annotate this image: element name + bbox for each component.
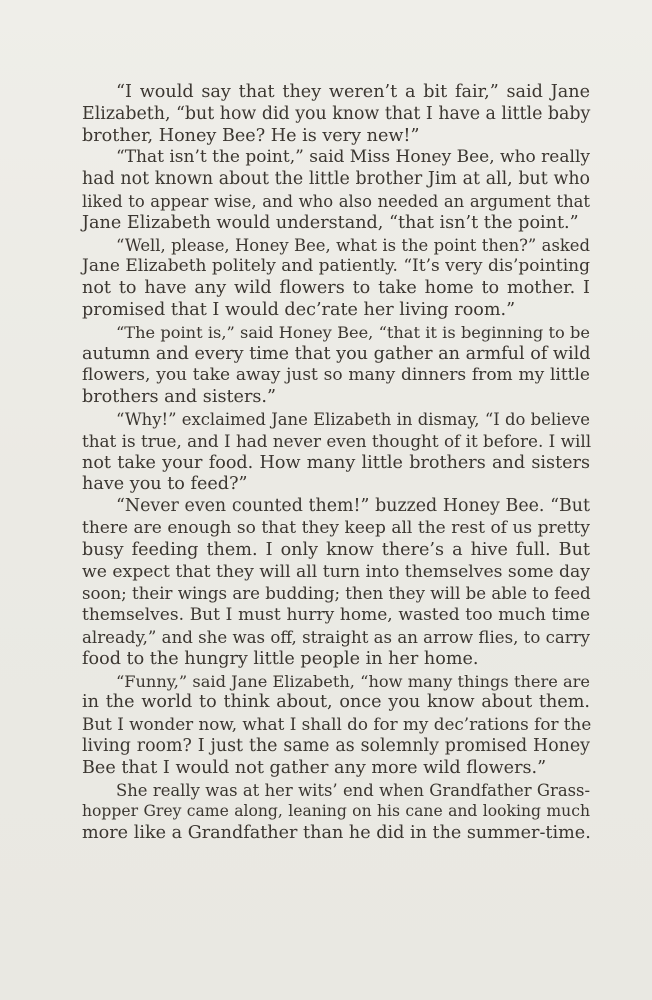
text-line: “Funny,” said Jane Elizabeth, “how many things there are [116,671,590,691]
page-text [82,82,590,845]
text-line: that is true, and I had never even thought of it before. I will [82,430,592,451]
text-line: not to have any wild flowers to take home to mother. I [82,278,590,299]
text-line: busy feeding them. I only know there’s a hive full. But [82,539,590,560]
text-line: had not known about the little brother Jim at all, but who [82,169,590,190]
text-line: But I wonder now, what I shall do for my dec’rations for the [82,714,592,735]
text-line: more like a Grandfather than he did in the summer-time. [82,823,591,844]
text-line: Bee that I would not gather any more wild flowers.” [82,757,547,778]
text-line: Jane Elizabeth politely and patiently. “It’s very dis’pointing [82,256,590,277]
text-line: we expect that they will all turn into themselves some day [82,561,590,582]
text-line: promised that I would dec’rate her living room.” [82,299,516,320]
text-line: “I would say that they weren’t a bit fair,” said Jane [116,82,590,102]
text-line: themselves. But I must hurry home, wasted too much time [82,605,590,626]
text-line: have you to feed?” [82,474,248,495]
text-line: “Why!” exclaimed Jane Elizabeth in dismay, “I do believe [116,409,590,429]
text-line: Elizabeth, “but how did you know that I have a little baby [82,103,591,124]
text-line: living room? I just the same as solemnly promised Honey [82,735,590,756]
text-line: “That isn’t the point,” said Miss Honey Bee, who really [116,147,590,168]
text-line: “The point is,” said Honey Bee, “that it is beginning to be [116,322,590,342]
text-line: Jane Elizabeth would understand, “that isn’t the point.” [82,212,579,233]
text-line: in the world to think about, once you know about them. [82,692,590,713]
text-line: liked to appear wise, and who also needed an argument that [82,191,590,211]
text-line: brothers and sisters.” [82,387,276,408]
text-line: soon; their wings are budding; then they will be able to feed [82,584,591,604]
text-line: “Never even counted them!” buzzed Honey Bee. “But [116,496,590,517]
text-line: already,” and she was off, straight as an arrow flies, to carry [82,627,591,647]
text-line: there are enough so that they keep all the rest of us pretty [82,517,590,538]
text-line: “Well, please, Honey Bee, what is the point then?” asked [116,235,590,255]
text-line: hopper Grey came along, leaning on his cane and looking much [82,802,590,821]
text-line: not take your food. How many little brothers and sisters [82,452,590,473]
text-line: brother, Honey Bee? He is very new!” [82,125,420,146]
text-line: food to the hungry little people in her home. [82,648,479,669]
text-line: She really was at her wits’ end when Grandfather Grass- [116,780,590,800]
text-line: flowers, you take away just so many dinners from my little [82,365,590,386]
text-line: autumn and every time that you gather an armful of wild [82,343,591,364]
